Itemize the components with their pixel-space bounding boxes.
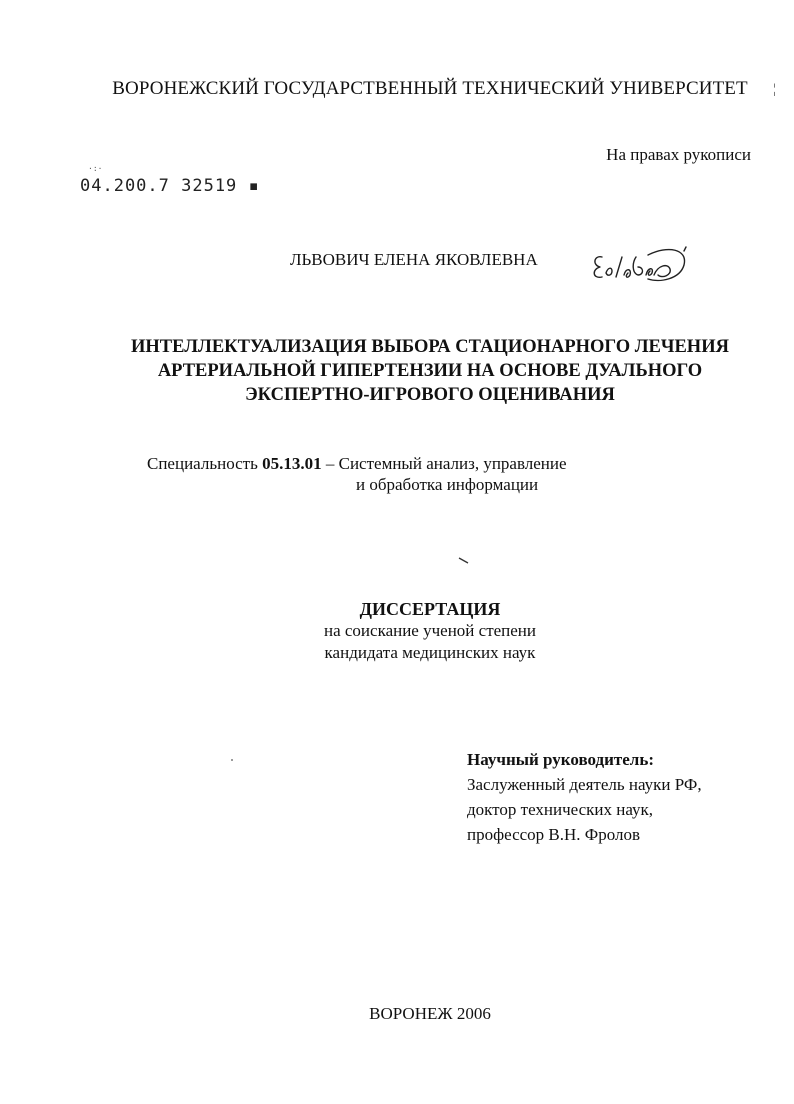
university-name: ВОРОНЕЖСКИЙ ГОСУДАРСТВЕННЫЙ ТЕХНИЧЕСКИЙ УНИВЕРСИТЕТ <box>112 78 748 99</box>
title-line: ИНТЕЛЛЕКТУАЛИЗАЦИЯ ВЫБОРА СТАЦИОНАРНОГО ЛЕЧЕНИЯ <box>131 337 729 357</box>
advisor-label: Научный руководитель: <box>467 750 654 769</box>
dissertation-block <box>0 598 794 664</box>
specialty-line-2: и обработка информации <box>356 475 539 494</box>
archive-number: 04.200.7 32519 <box>80 176 238 196</box>
scan-dot <box>230 758 234 762</box>
archive-stamp <box>80 164 260 196</box>
rights-note: На правах рукописи <box>606 145 751 164</box>
specialty-code: 05.13.01 <box>262 454 322 473</box>
scan-speck <box>458 557 470 565</box>
title-line: ЭКСПЕРТНО-ИГРОВОГО ОЦЕНИВАНИЯ <box>245 385 615 405</box>
specialty-label: Специальность <box>147 454 263 473</box>
degree-line-2: кандидата медицинских наук <box>324 643 536 662</box>
archive-stamp-dash: ▪ <box>237 176 260 196</box>
title-line: АРТЕРИАЛЬНОЙ ГИПЕРТЕНЗИИ НА ОСНОВЕ ДУАЛЬНОГО <box>157 361 703 381</box>
advisor-line: Заслуженный деятель науки РФ, <box>467 775 702 794</box>
advisor-line: профессор В.Н. Фролов <box>467 825 641 844</box>
degree-line-1: на соискание ученой степени <box>323 621 537 640</box>
advisor-block <box>467 747 702 847</box>
author-signature <box>588 243 692 291</box>
advisor-line: доктор технических наук, <box>467 800 654 819</box>
specialty-line-1 <box>147 454 567 474</box>
scan-mark: ¦ <box>773 82 776 97</box>
archive-stamp-speck: ·:· <box>88 164 103 173</box>
city-year: ВОРОНЕЖ 2006 <box>369 1004 491 1023</box>
specialty-name: – Системный анализ, управление <box>321 454 567 473</box>
author-name: ЛЬВОВИЧ ЕЛЕНА ЯКОВЛЕВНА <box>290 250 538 269</box>
dissertation-title <box>0 335 794 407</box>
dissertation-heading: ДИССЕРТАЦИЯ <box>359 599 501 619</box>
